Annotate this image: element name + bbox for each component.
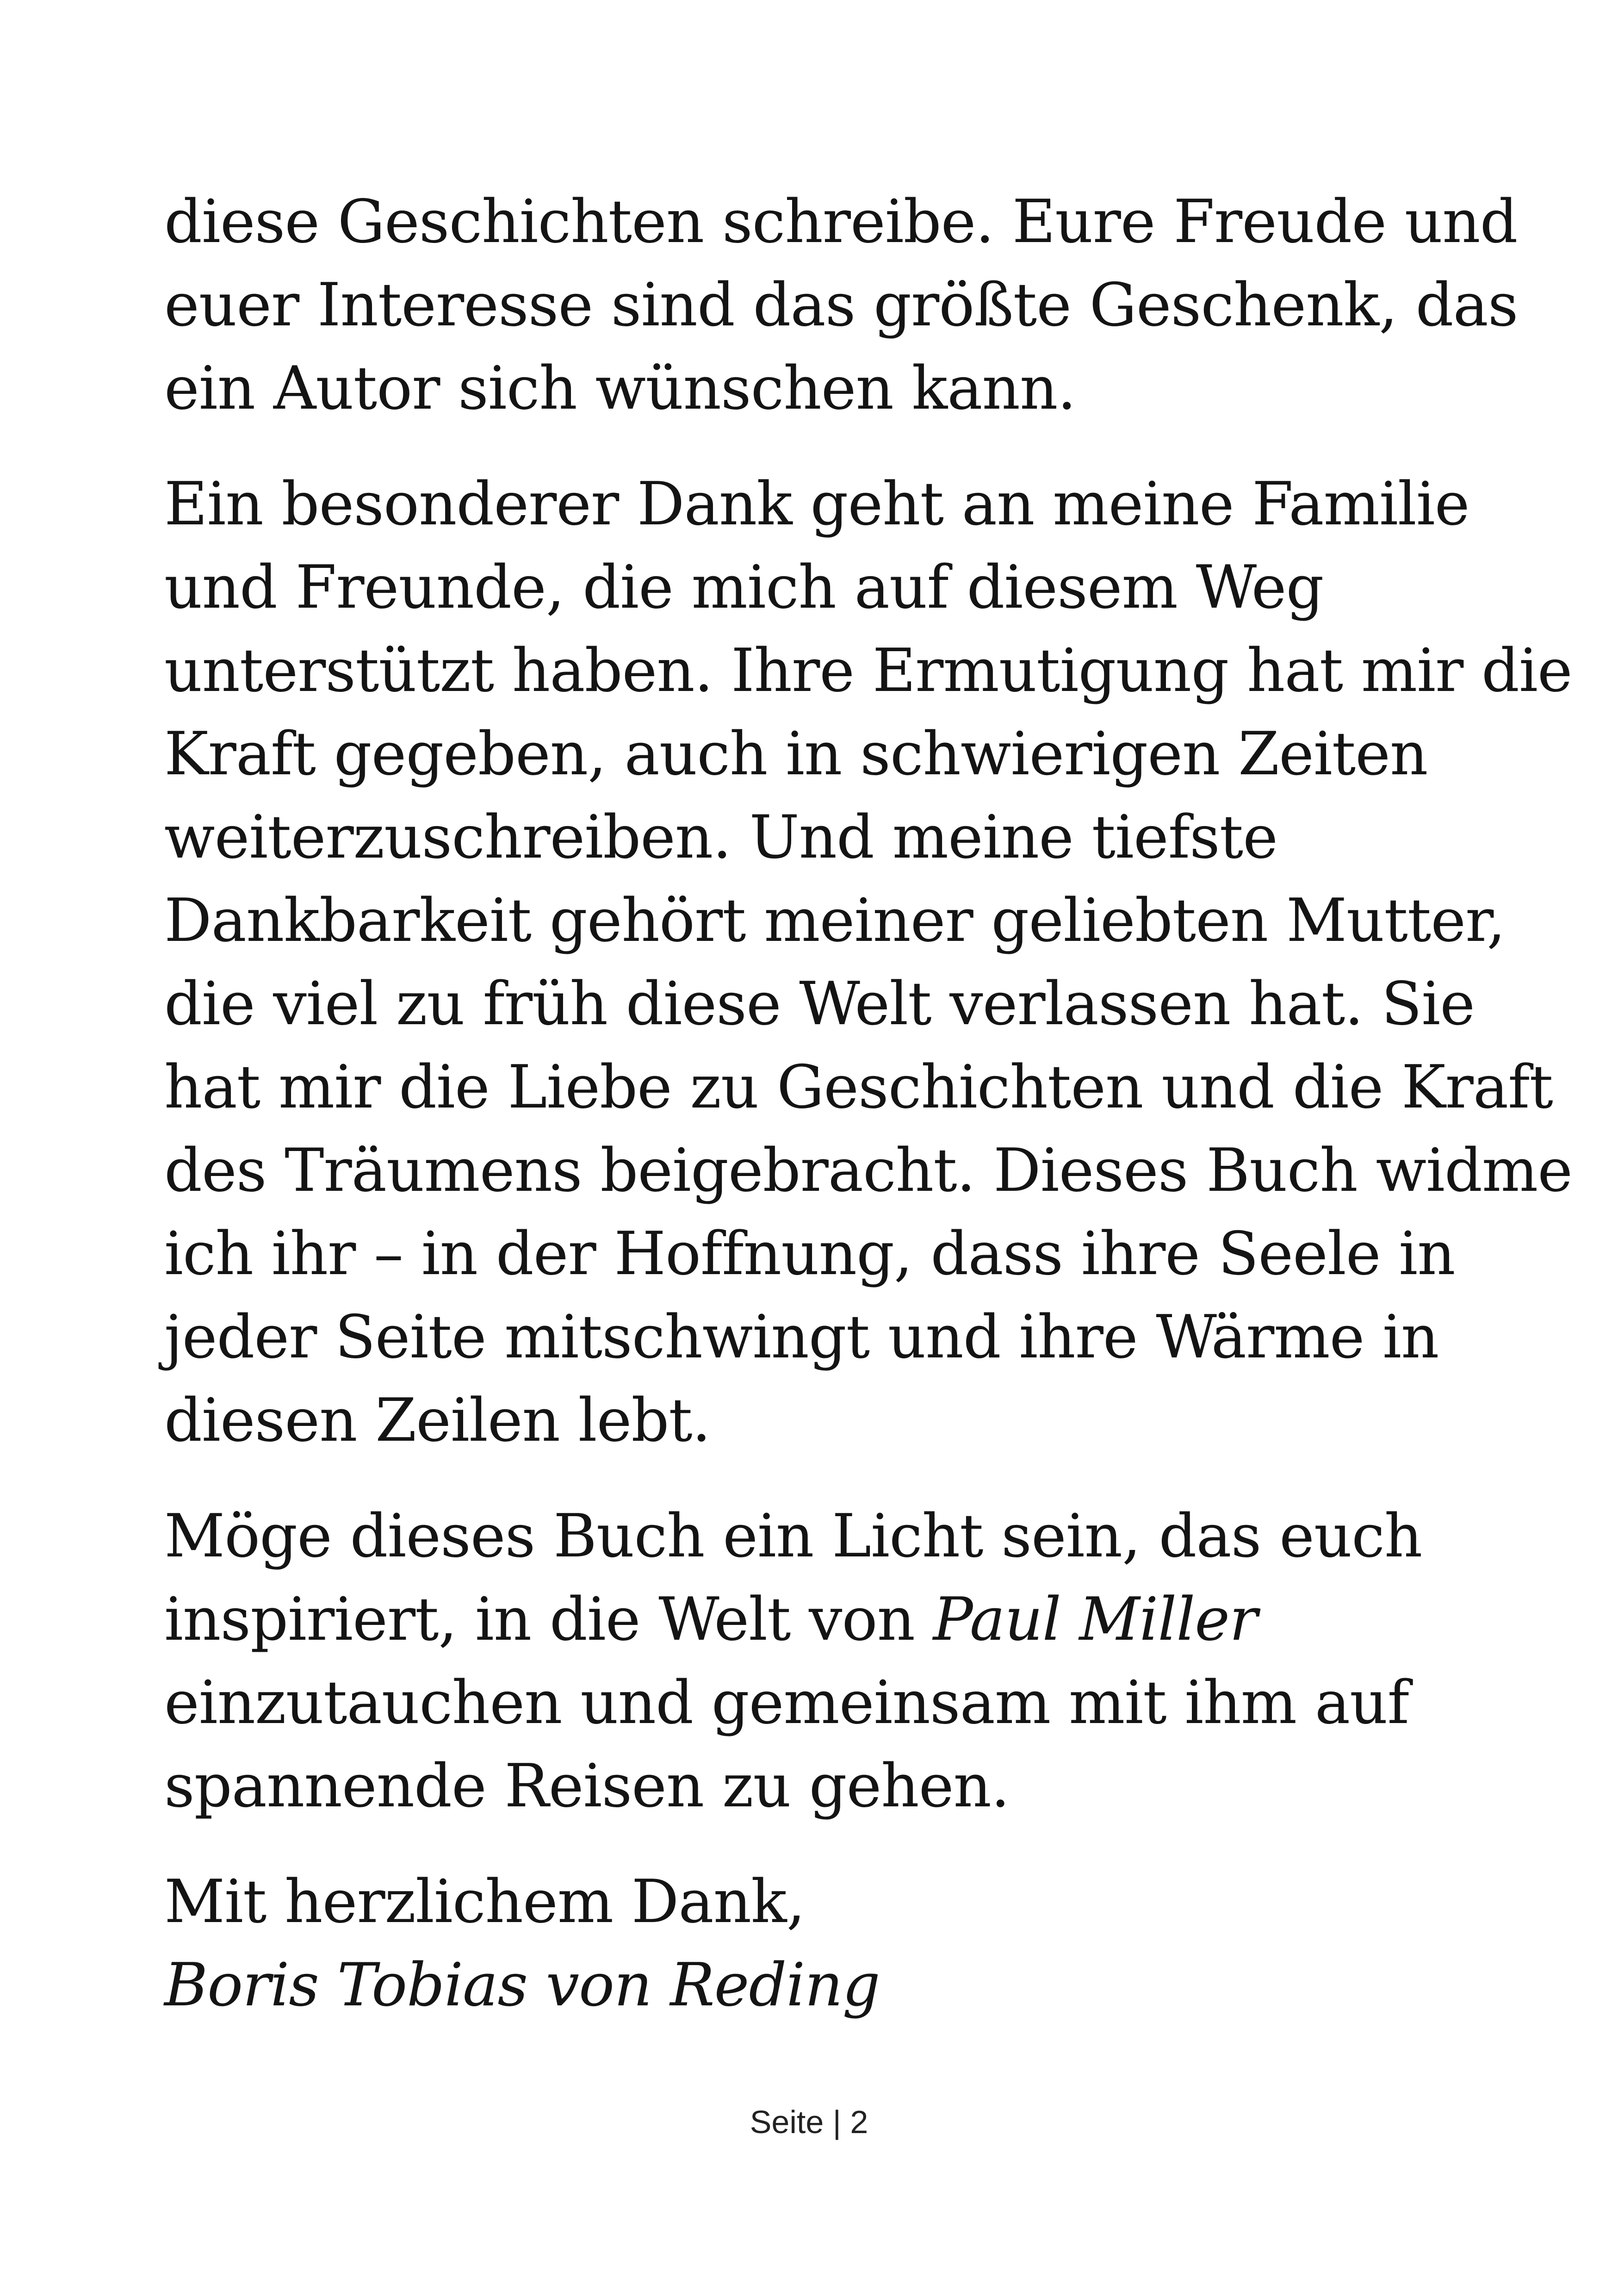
text-line: diesen Zeilen lebt. xyxy=(164,1386,711,1455)
text-line: hat mir die Liebe zu Geschichten und die Kraft xyxy=(164,1053,1553,1122)
text-line: und Freunde, die mich auf diesem Weg xyxy=(164,553,1324,622)
text-line: weiterzuschreiben. Und meine tiefste xyxy=(164,803,1277,872)
text-line: unterstützt haben. Ihre Ermutigung hat mir die xyxy=(164,636,1572,705)
text-line: jeder Seite mitschwingt und ihre Wärme in xyxy=(164,1303,1439,1372)
text-fragment: inspiriert, in die Welt von xyxy=(164,1585,933,1654)
text-line: Ein besonderer Dank geht an meine Familie xyxy=(164,470,1469,539)
paragraph-wish xyxy=(164,1495,1506,1828)
page-number-footer: Seite | 2 xyxy=(750,2104,868,2140)
text-line: Kraft gegeben, auch in schwierigen Zeiten xyxy=(164,720,1428,789)
paragraph-thanks-readers xyxy=(164,180,1518,430)
text-line: ein Autor sich wünschen kann. xyxy=(164,354,1076,423)
text-line-with-italic xyxy=(164,1578,1506,1661)
text-line: euer Interesse sind das größte Geschenk, das xyxy=(164,271,1518,340)
text-line: die viel zu früh diese Welt verlassen hat. Sie xyxy=(164,970,1475,1039)
paragraph-thanks-family xyxy=(164,463,1572,1462)
closing-signature xyxy=(164,1860,1506,2027)
closing-greeting: Mit herzlichem Dank, xyxy=(164,1867,805,1936)
text-line: einzutauchen und gemeinsam mit ihm auf xyxy=(164,1668,1409,1737)
book-character-name: Paul Miller xyxy=(933,1585,1258,1654)
body-text xyxy=(164,180,1572,2060)
text-line: ich ihr – in der Hoffnung, dass ihre Seele in xyxy=(164,1220,1455,1288)
text-line: diese Geschichten schreibe. Eure Freude und xyxy=(164,187,1518,256)
text-line: spannende Reisen zu gehen. xyxy=(164,1752,1010,1821)
text-line: Dankbarkeit gehört meiner geliebten Mutter, xyxy=(164,886,1505,955)
text-line: Möge dieses Buch ein Licht sein, das euch xyxy=(164,1502,1422,1571)
author-name: Boris Tobias von Reding xyxy=(164,1951,880,2020)
text-line: des Träumens beigebracht. Dieses Buch widme xyxy=(164,1136,1572,1205)
